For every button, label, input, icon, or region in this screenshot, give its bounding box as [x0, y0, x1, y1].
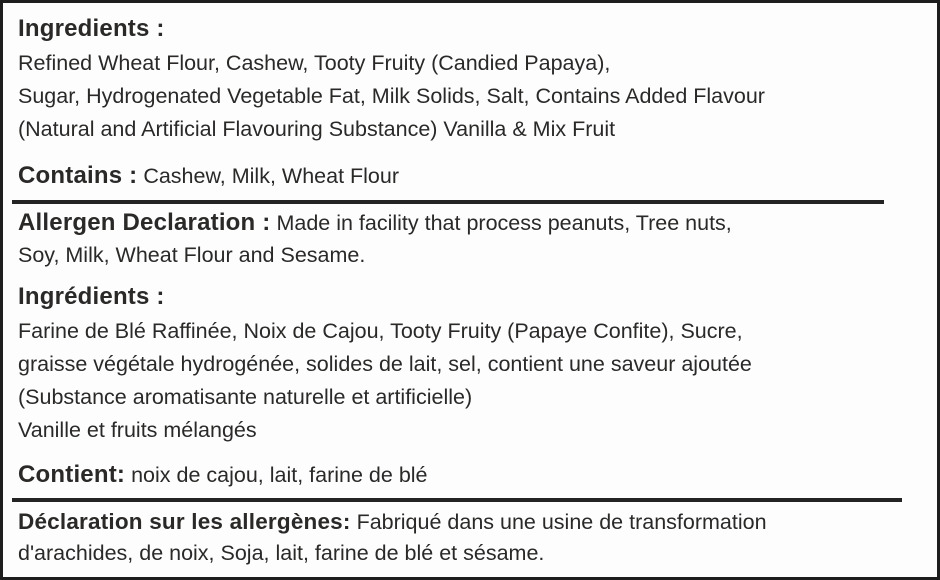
divider-line-fr — [12, 498, 902, 502]
ingredients-line-fr-3: (Substance aromatisante naturelle et artificielle) — [18, 385, 473, 409]
divider-line-en — [12, 200, 884, 204]
allergen-label-fr: Déclaration sur les allergènes: — [18, 509, 351, 534]
ingredients-heading-en: Ingredients : — [18, 15, 165, 42]
ingredients-heading-fr: Ingrédients : — [18, 283, 165, 310]
allergen-line-en-1: Made in facility that process peanuts, Tree nuts, — [276, 211, 732, 235]
ingredients-line-en-2: Sugar, Hydrogenated Vegetable Fat, Milk Solids, Salt, Contains Added Flavour — [18, 84, 765, 108]
allergen-label-en: Allergen Declaration : — [18, 209, 271, 236]
ingredients-line-en-3: (Natural and Artificial Flavouring Substance) Vanilla & Mix Fruit — [18, 117, 616, 141]
contains-text-en: Cashew, Milk, Wheat Flour — [143, 164, 400, 188]
contains-row-en — [18, 158, 923, 194]
ingredients-line-fr-1: Farine de Blé Raffinée, Noix de Cajou, Tooty Fruity (Papaye Confite), Sucre, — [18, 319, 743, 343]
contains-row-fr — [18, 457, 923, 493]
contains-label-fr: Contient: — [18, 461, 126, 488]
contains-text-fr: noix de cajou, lait, farine de blé — [131, 463, 428, 487]
allergen-row-fr — [18, 506, 923, 538]
ingredients-line-fr-4: Vanille et fruits mélangés — [18, 418, 257, 442]
ingredients-line-en-1: Refined Wheat Flour, Cashew, Tooty Fruity (Candied Papaya), — [18, 51, 611, 75]
contains-label-en: Contains : — [18, 162, 138, 189]
allergen-line-fr-1: Fabriqué dans une usine de transformation — [356, 510, 767, 534]
allergen-line-fr-2: d'arachides, de noix, Soja, lait, farine de blé et sésame. — [18, 541, 545, 565]
allergen-row-en — [18, 207, 923, 239]
allergen-line-en-2: Soy, Milk, Wheat Flour and Sesame. — [18, 243, 366, 267]
ingredients-line-fr-2: graisse végétale hydrogénée, solides de lait, sel, contient une saveur ajoutée — [18, 352, 752, 376]
